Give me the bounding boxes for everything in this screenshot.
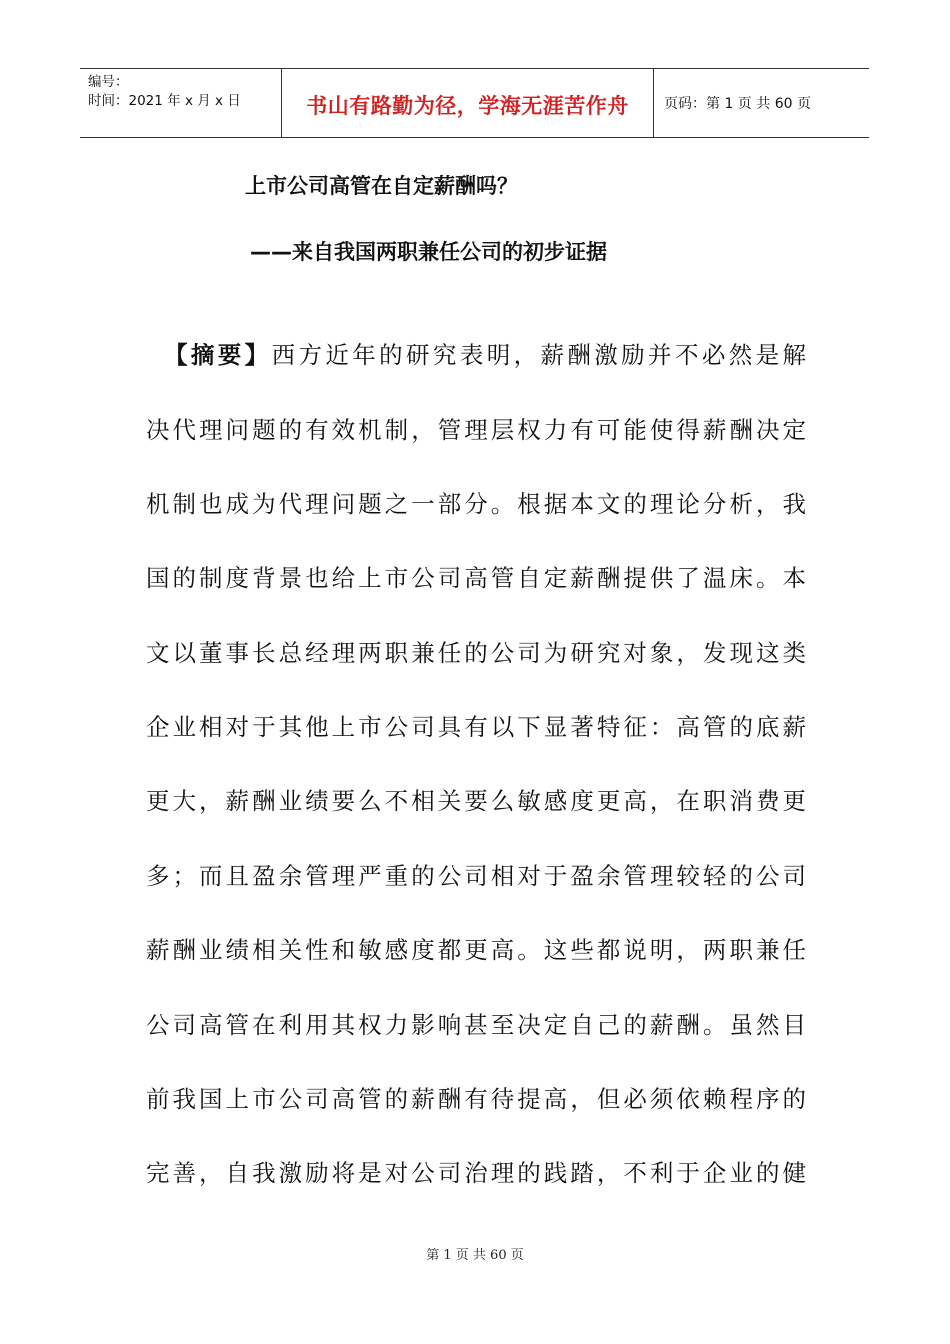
- abstract-line: 企业相对于其他上市公司具有以下显著特征：高管的底薪: [146, 713, 806, 741]
- header-page-info: [654, 69, 869, 137]
- abstract-line: 完善，自我激励将是对公司治理的践踏，不利于企业的健: [146, 1159, 806, 1187]
- abstract-line: 薪酬业绩相关性和敏感度都更高。这些都说明，两职兼任: [146, 936, 806, 964]
- abstract-line: 前我国上市公司高管的薪酬有待提高，但必须依赖程序的: [146, 1085, 806, 1113]
- page-footer: 第 1 页 共 60 页: [426, 1248, 524, 1263]
- number-label: 编号：: [88, 74, 129, 90]
- time-label: 时间：2021 年 x 月 x 日: [88, 93, 241, 109]
- abstract-line: 文以董事长总经理两职兼任的公司为研究对象，发现这类: [146, 639, 806, 667]
- header-meta: [80, 69, 282, 137]
- page-info-text: 页码：第 1 页 共 60 页: [664, 96, 811, 112]
- abstract-line: 公司高管在利用其权力影响甚至决定自己的薪酬。虽然目: [146, 1011, 806, 1039]
- motto-text: 书山有路勤为径，学海无涯苦作舟: [306, 94, 629, 118]
- abstract-lead: 【摘要】: [164, 341, 272, 369]
- page-header: [80, 68, 869, 138]
- abstract-line: 机制也成为代理问题之一部分。根据本文的理论分析，我: [146, 490, 806, 518]
- abstract-line: 国的制度背景也给上市公司高管自定薪酬提供了温床。本: [146, 564, 806, 592]
- abstract-line: 多；而且盈余管理严重的公司相对于盈余管理较轻的公司: [146, 862, 806, 890]
- document-subtitle: ——来自我国两职兼任公司的初步证据: [250, 240, 607, 264]
- header-motto-cell: [282, 69, 654, 137]
- abstract-line: 【摘要】西方近年的研究表明，薪酬激励并不必然是解: [164, 341, 807, 369]
- abstract-line: 更大，薪酬业绩要么不相关要么敏感度更高，在职消费更: [146, 787, 806, 815]
- document-title: 上市公司高管在自定薪酬吗？: [245, 174, 518, 198]
- abstract-line: 决代理问题的有效机制，管理层权力有可能使得薪酬决定: [146, 416, 806, 444]
